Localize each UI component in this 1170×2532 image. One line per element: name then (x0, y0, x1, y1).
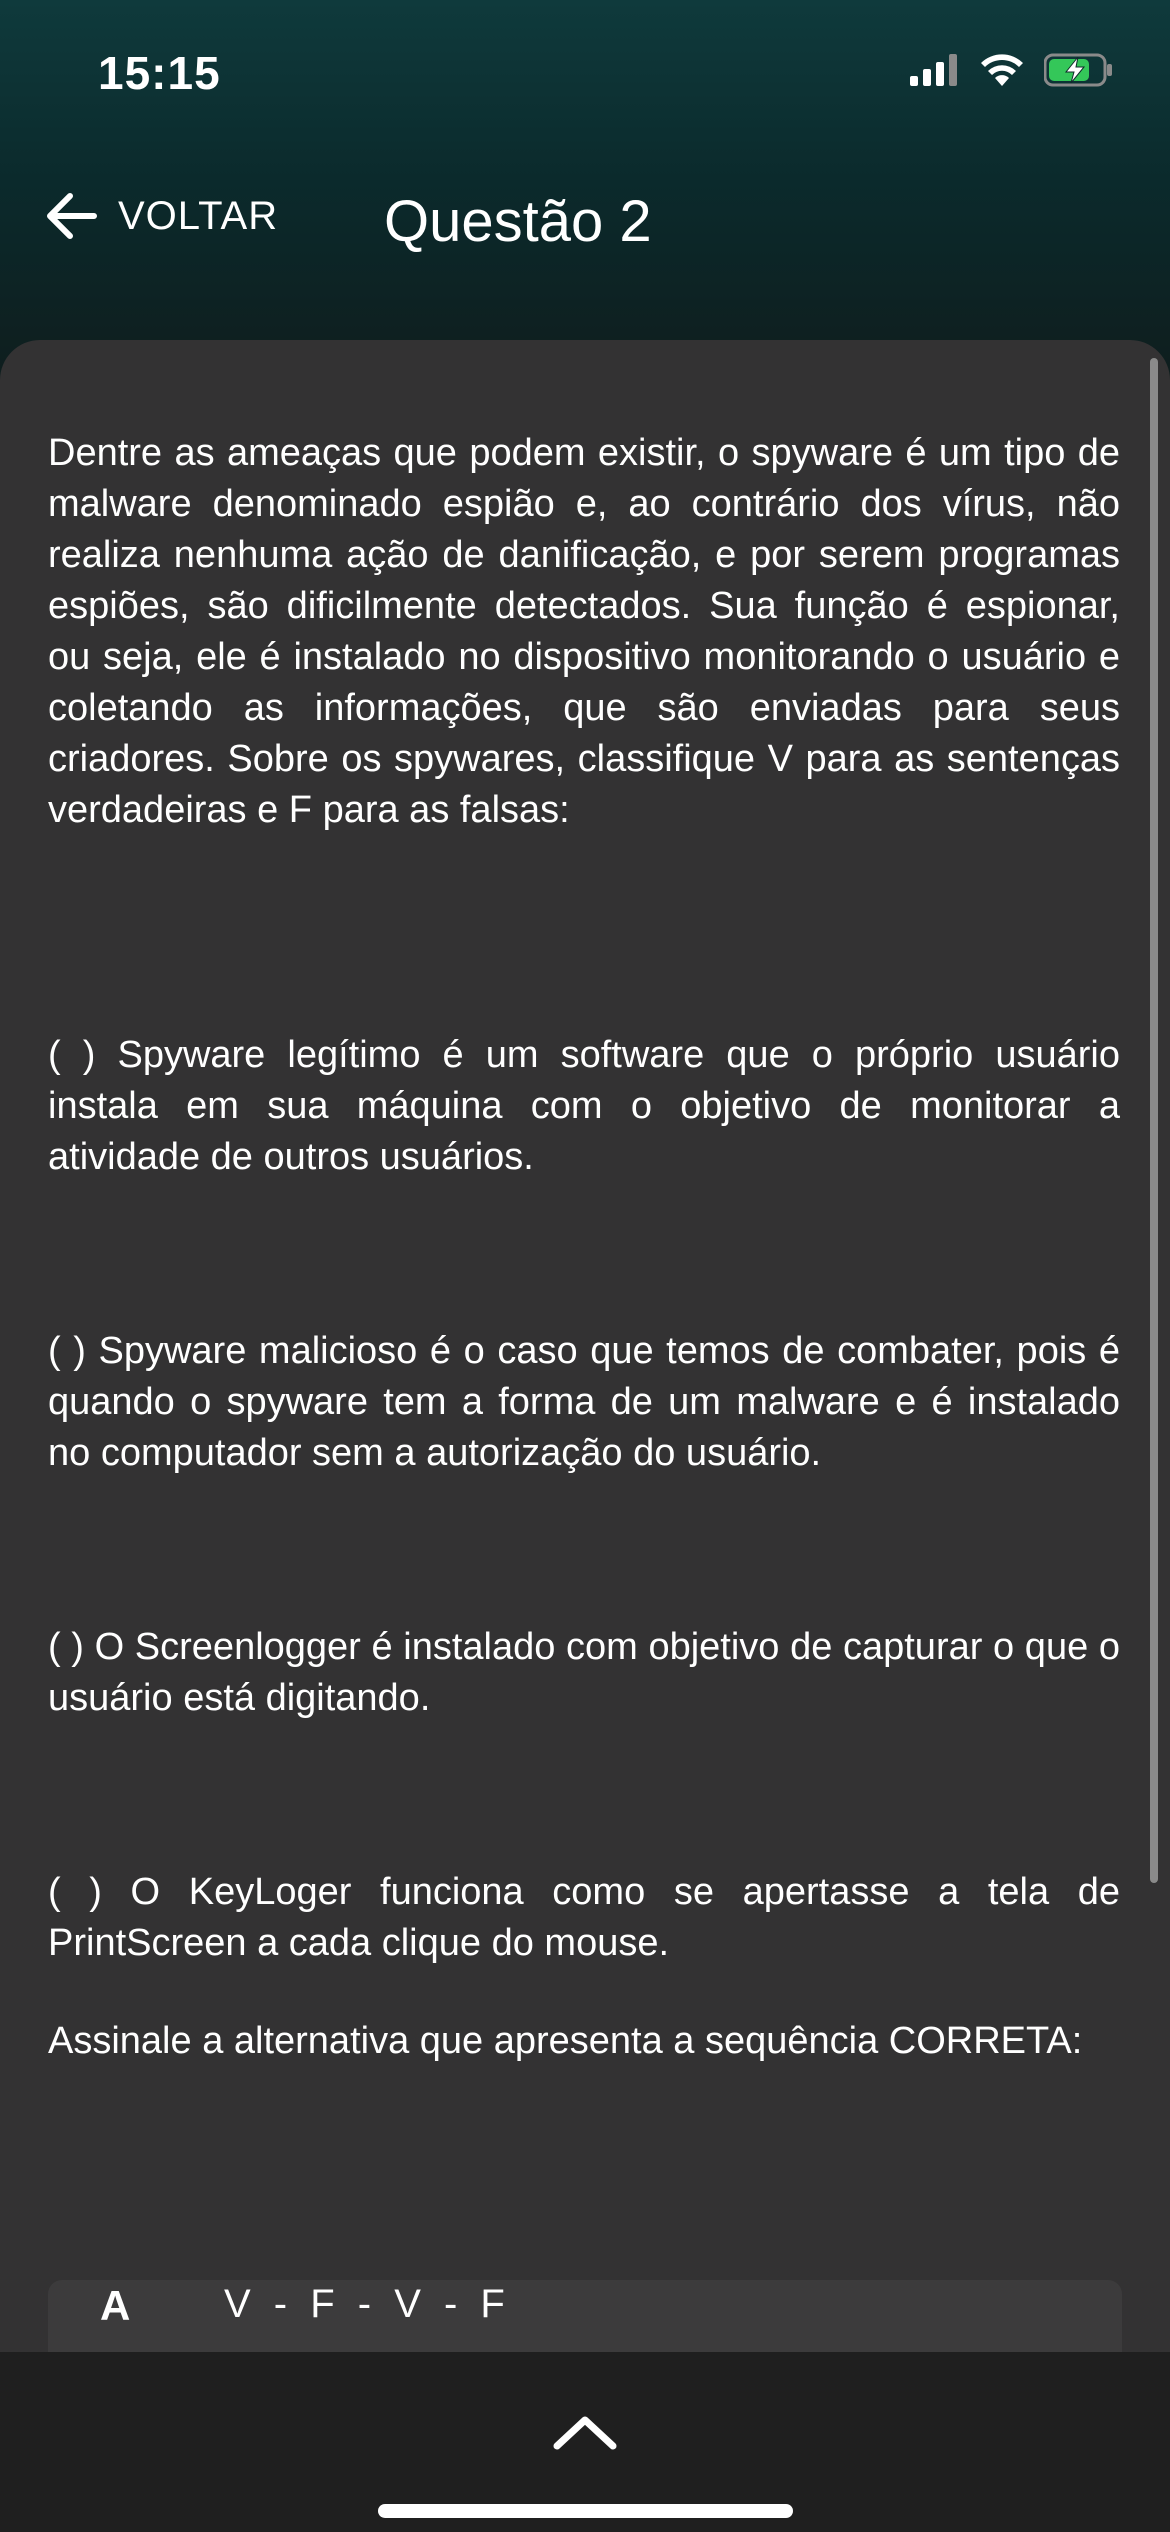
status-time: 15:15 (98, 47, 221, 99)
statement-1: ( ) Spyware legítimo é um software que o próprio usuário instala em sua máquina com o objetivo de monitorar a atividade de outros usuários. (48, 1034, 1120, 1178)
chevron-up-icon[interactable] (553, 2412, 617, 2452)
battery-charging-icon (1044, 52, 1114, 88)
question-prompt: Assinale a alternativa que apresenta a sequência CORRETA: (48, 2020, 1083, 2062)
option-a[interactable] (48, 2280, 1122, 2352)
home-indicator (378, 2504, 793, 2518)
back-button[interactable] (44, 190, 278, 242)
status-icons (910, 52, 1114, 88)
statement-2: ( ) Spyware malicioso é o caso que temos de combater, pois é quando o spyware tem a forma de um malware e é instalado no computador sem a autorização do usuário. (48, 1330, 1120, 1474)
option-letter: A (100, 2282, 131, 2329)
statement-3: ( ) O Screenlogger é instalado com objetivo de capturar o que o usuário está digitando. (48, 1626, 1120, 1719)
option-text: V - F - V - F (224, 2282, 511, 2326)
bottom-bar (0, 2352, 1170, 2532)
question-intro: Dentre as ameaças que podem existir, o spyware é um tipo de malware denominado espião e, ao contrário dos vírus, não realiza nenhuma ação de danificação, e por serem programas espiões, são dificilmente detectados. Sua função é espionar, ou seja, ele é instalado no dispositivo monitorando o usuário e coletando as informações, que são enviadas para seus criadores. Sobre os spywares, classifique V para as sentenças verdadeiras e F para as falsas: (48, 432, 1120, 831)
scrollbar[interactable] (1150, 358, 1158, 1883)
wifi-icon (978, 52, 1026, 88)
statement-4: ( ) O KeyLoger funciona como se apertasse a tela de PrintScreen a cada clique do mouse. (48, 1871, 1120, 1964)
arrow-left-icon (44, 190, 100, 242)
question-content[interactable] (0, 340, 1170, 2352)
back-label: VOLTAR (118, 193, 279, 238)
page-title: Questão 2 (384, 189, 652, 254)
cellular-signal-icon (910, 54, 960, 86)
